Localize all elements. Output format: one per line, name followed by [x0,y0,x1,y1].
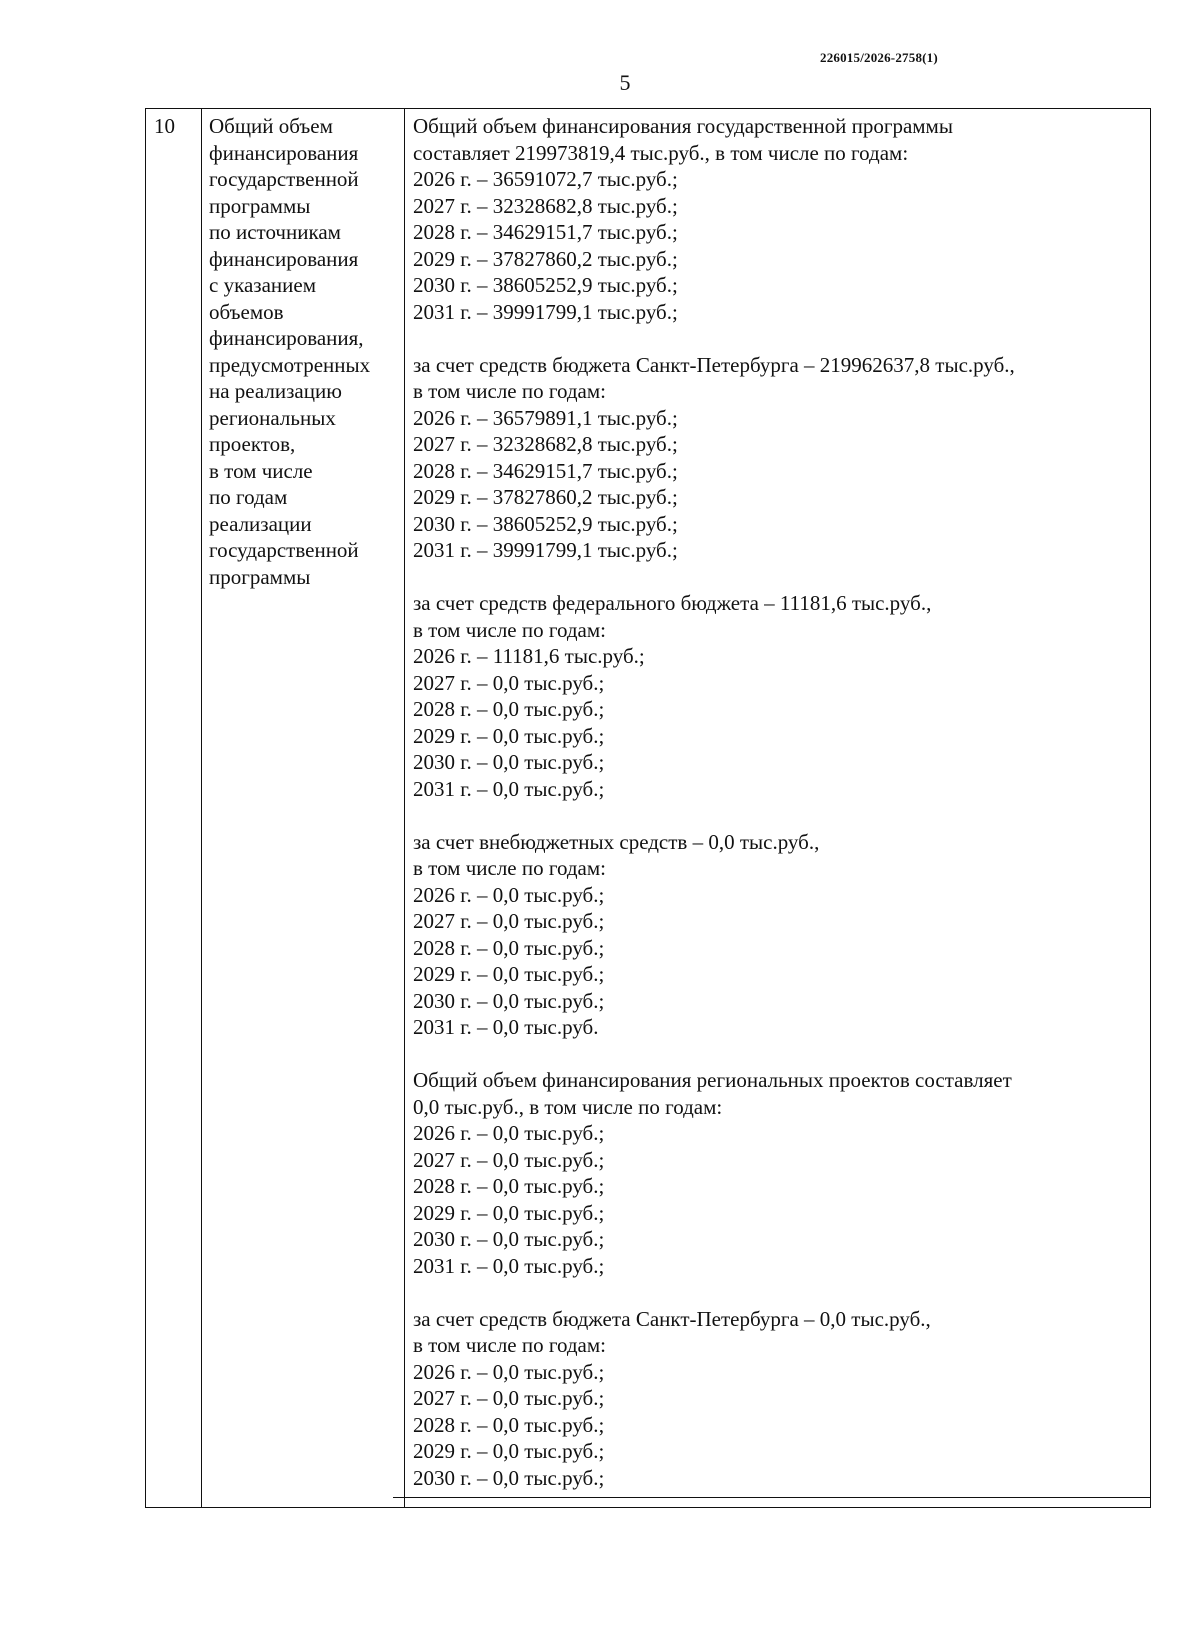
row-number: 10 [154,114,175,138]
label-line: государственной [209,538,359,562]
label-line: в том числе [209,458,313,483]
content-line: 2027 г. – 0,0 тыс.руб.; [413,1386,605,1410]
document-number: 226015/2026-2758(1) [820,50,938,65]
content-line: 2027 г. – 0,0 тыс.руб.; [413,909,605,933]
content-line: составляет 219973819,4 тыс.руб., в том числе по годам: [413,140,909,165]
blank-line [413,564,1143,591]
content-line: за счет средств бюджета Санкт-Петербурга – 0,0 тыс.руб., [413,1306,931,1331]
content-line: 2028 г. – 34629151,7 тыс.руб.; [413,220,678,244]
label-line: проектов, [209,432,296,456]
content-line: 2031 г. – 0,0 тыс.руб.; [413,1253,605,1278]
content-line: Общий объем финансирования государственной программы [413,114,953,138]
content-line: 2028 г. – 0,0 тыс.руб.; [413,697,605,721]
content-line: в том числе по годам: [413,856,606,880]
content-line: 2029 г. – 0,0 тыс.руб.; [413,962,605,986]
label-line: по источникам [209,220,341,244]
label-line: программы [209,193,311,218]
content-line: 2029 г. – 37827860,2 тыс.руб.; [413,485,678,509]
content-line: 2026 г. – 36579891,1 тыс.руб.; [413,405,678,430]
content-line: 2028 г. – 0,0 тыс.руб.; [413,935,605,960]
content-line: Общий объем финансирования региональных проектов составляет [413,1068,1012,1092]
content-line: 2030 г. – 38605252,9 тыс.руб.; [413,273,678,297]
blank-line [413,1041,1143,1068]
content-line: 2026 г. – 0,0 тыс.руб.; [413,1121,605,1145]
content-line: 2028 г. – 0,0 тыс.руб.; [413,1174,605,1198]
content-line: 0,0 тыс.руб., в том числе по годам: [413,1094,723,1119]
label-line: на реализацию [209,379,342,403]
content-line: 2031 г. – 39991799,1 тыс.руб.; [413,299,678,324]
label-line: объемов [209,299,284,324]
content-line: 2030 г. – 38605252,9 тыс.руб.; [413,511,678,536]
content-line: 2026 г. – 11181,6 тыс.руб.; [413,644,645,668]
content-line: 2030 г. – 0,0 тыс.руб.; [413,750,605,774]
blank-line [413,802,1143,829]
content-line: за счет внебюджетных средств – 0,0 тыс.руб., [413,829,820,854]
content-line: 2030 г. – 0,0 тыс.руб.; [413,988,605,1013]
content-line: в том числе по годам: [413,617,606,642]
row-label [209,113,399,590]
content-line: 2030 г. – 0,0 тыс.руб.; [413,1465,605,1490]
label-line: финансирования [209,246,359,271]
label-line: предусмотренных [209,352,371,377]
content-line: 2029 г. – 0,0 тыс.руб.; [413,1200,605,1225]
content-line: 2028 г. – 34629151,7 тыс.руб.; [413,458,678,483]
content-line: 2026 г. – 36591072,7 тыс.руб.; [413,167,678,191]
row-content [413,113,1143,1491]
label-line: региональных [209,405,336,430]
content-line: в том числе по годам: [413,1333,606,1357]
content-line: 2026 г. – 0,0 тыс.руб.; [413,882,605,907]
content-line: за счет средств федерального бюджета – 11181,6 тыс.руб., [413,591,932,615]
label-line: финансирования, [209,326,364,350]
content-line: 2030 г. – 0,0 тыс.руб.; [413,1227,605,1251]
content-line: 2029 г. – 0,0 тыс.руб.; [413,1439,605,1463]
label-line: Общий объем [209,114,333,138]
content-line: 2029 г. – 37827860,2 тыс.руб.; [413,246,678,271]
content-line: 2026 г. – 0,0 тыс.руб.; [413,1359,605,1384]
label-line: с указанием [209,273,316,297]
label-line: реализации [209,511,312,536]
column-divider-2 [404,109,405,1507]
label-line: программы [209,564,311,589]
content-line: 2031 г. – 0,0 тыс.руб. [413,1015,599,1039]
content-line: 2029 г. – 0,0 тыс.руб.; [413,723,605,748]
content-line: 2027 г. – 32328682,8 тыс.руб.; [413,432,678,456]
label-line: государственной [209,167,359,191]
content-line: 2027 г. – 32328682,8 тыс.руб.; [413,193,678,218]
content-line: 2028 г. – 0,0 тыс.руб.; [413,1412,605,1437]
blank-line [413,1279,1143,1306]
content-cell-bottom-border [393,1497,1151,1498]
page-number: 5 [619,70,631,95]
content-line: 2031 г. – 0,0 тыс.руб.; [413,776,605,801]
financing-table [145,108,1151,1508]
content-line: 2031 г. – 39991799,1 тыс.руб.; [413,538,678,562]
content-line: в том числе по годам: [413,379,606,403]
label-line: финансирования [209,140,359,165]
label-line: по годам [209,485,288,509]
content-line: за счет средств бюджета Санкт-Петербурга – 219962637,8 тыс.руб., [413,352,1015,377]
content-line: 2027 г. – 0,0 тыс.руб.; [413,670,605,695]
column-divider-1 [201,109,202,1507]
blank-line [413,325,1143,352]
content-line: 2027 г. – 0,0 тыс.руб.; [413,1147,605,1172]
